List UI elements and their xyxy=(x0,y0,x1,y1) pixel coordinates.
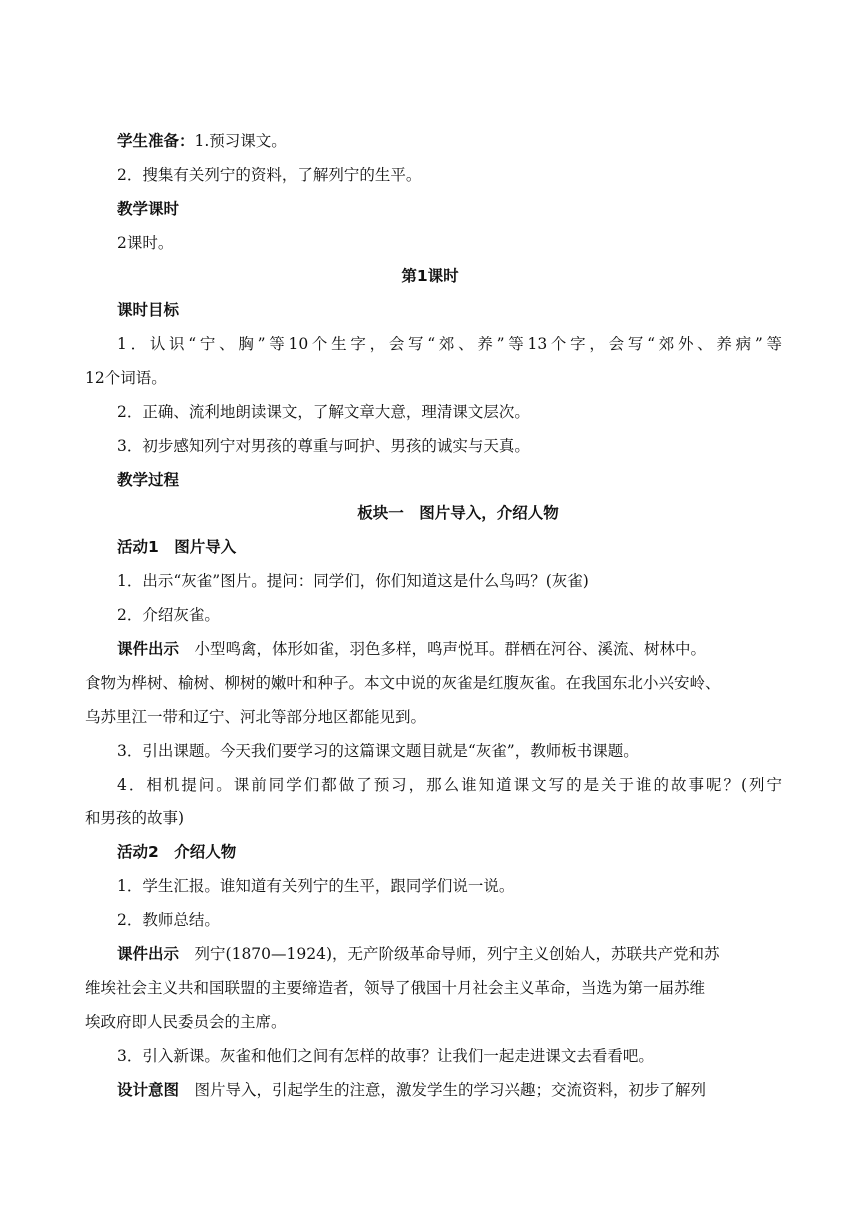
activity-1-step-3: 3．引出课题。今天我们要学习的这篇课文题目就是“灰雀”，教师板书课题。 xyxy=(117,742,639,760)
student-prep-label: 学生准备： xyxy=(117,132,195,150)
activity-2-step-3: 3．引入新课。灰雀和他们之间有怎样的故事？让我们一起走进课文去看看吧。 xyxy=(117,1047,654,1065)
courseware-label: 课件出示 xyxy=(117,640,180,658)
courseware-2-line-3: 埃政府即人民委员会的主席。 xyxy=(85,1013,287,1031)
goal-2: 2．正确、流利地朗读课文，了解文章大意，理清课文层次。 xyxy=(117,403,530,421)
student-prep-line xyxy=(117,131,787,151)
courseware-1-text: 小型鸣禽，体形如雀，羽色多样，鸣声悦耳。群栖在河谷、溪流、树林中。 xyxy=(194,640,707,658)
activity-2-label: 活动2 介绍人物 xyxy=(117,843,237,861)
teaching-hours-text: 2课时。 xyxy=(117,234,174,252)
courseware-1-line-2: 食物为桦树、榆树、柳树的嫩叶和种子。本文中说的灰雀是红腹灰雀。在我国东北小兴安岭、 xyxy=(85,674,721,692)
activity-1-step-4-line-1: 4．相机提问。课前同学们都做了预习，那么谁知道课文写的是关于谁的故事呢？(列宁 xyxy=(117,776,782,794)
courseware-2-line-1 xyxy=(117,944,787,964)
design-intent-line xyxy=(117,1080,787,1100)
lesson-goals-heading: 课时目标 xyxy=(117,301,180,319)
block-1-title: 板块一 图片导入，介绍人物 xyxy=(357,504,559,522)
courseware-1-line-3: 乌苏里江一带和辽宁、河北等部分地区都能见到。 xyxy=(85,708,427,726)
activity-1-step-1: 1．出示“灰雀”图片。提问：同学们，你们知道这是什么鸟吗？(灰雀) xyxy=(117,572,589,590)
activity-2-step-1: 1．学生汇报。谁知道有关列宁的生平，跟同学们说一说。 xyxy=(117,877,515,895)
courseware-label-2: 课件出示 xyxy=(117,945,180,963)
design-intent-text: 图片导入，引起学生的注意，激发学生的学习兴趣；交流资料，初步了解列 xyxy=(194,1081,707,1099)
courseware-2-line-2: 维埃社会主义共和国联盟的主要缔造者，领导了俄国十月社会主义革命，当选为第一届苏维 xyxy=(85,979,706,997)
goal-1-line-1: 1．认识“宁、胸”等10个生字，会写“郊、养”等13个字，会写“郊外、养病”等 xyxy=(117,335,782,353)
teaching-hours-heading: 教学课时 xyxy=(117,200,180,218)
activity-2-step-2: 2．教师总结。 xyxy=(117,911,220,929)
student-prep-item-1: 1.预习课文。 xyxy=(194,132,287,150)
activity-1-step-2: 2．介绍灰雀。 xyxy=(117,606,220,624)
student-prep-item-2: 2．搜集有关列宁的资料，了解列宁的生平。 xyxy=(117,166,422,184)
teaching-process-heading: 教学过程 xyxy=(117,471,180,489)
activity-1-step-4-line-2: 和男孩的故事) xyxy=(85,809,185,827)
design-intent-label: 设计意图 xyxy=(117,1081,180,1099)
courseware-1-line-1 xyxy=(117,639,787,659)
activity-1-label: 活动1 图片导入 xyxy=(117,538,237,556)
goal-3: 3．初步感知列宁对男孩的尊重与呵护、男孩的诚实与天真。 xyxy=(117,437,530,455)
goal-1-line-2: 12个词语。 xyxy=(85,369,167,387)
lesson-title: 第1课时 xyxy=(401,267,459,285)
courseware-2-text: 列宁(1870—1924)，无产阶级革命导师，列宁主义创始人，苏联共产党和苏 xyxy=(194,945,720,963)
